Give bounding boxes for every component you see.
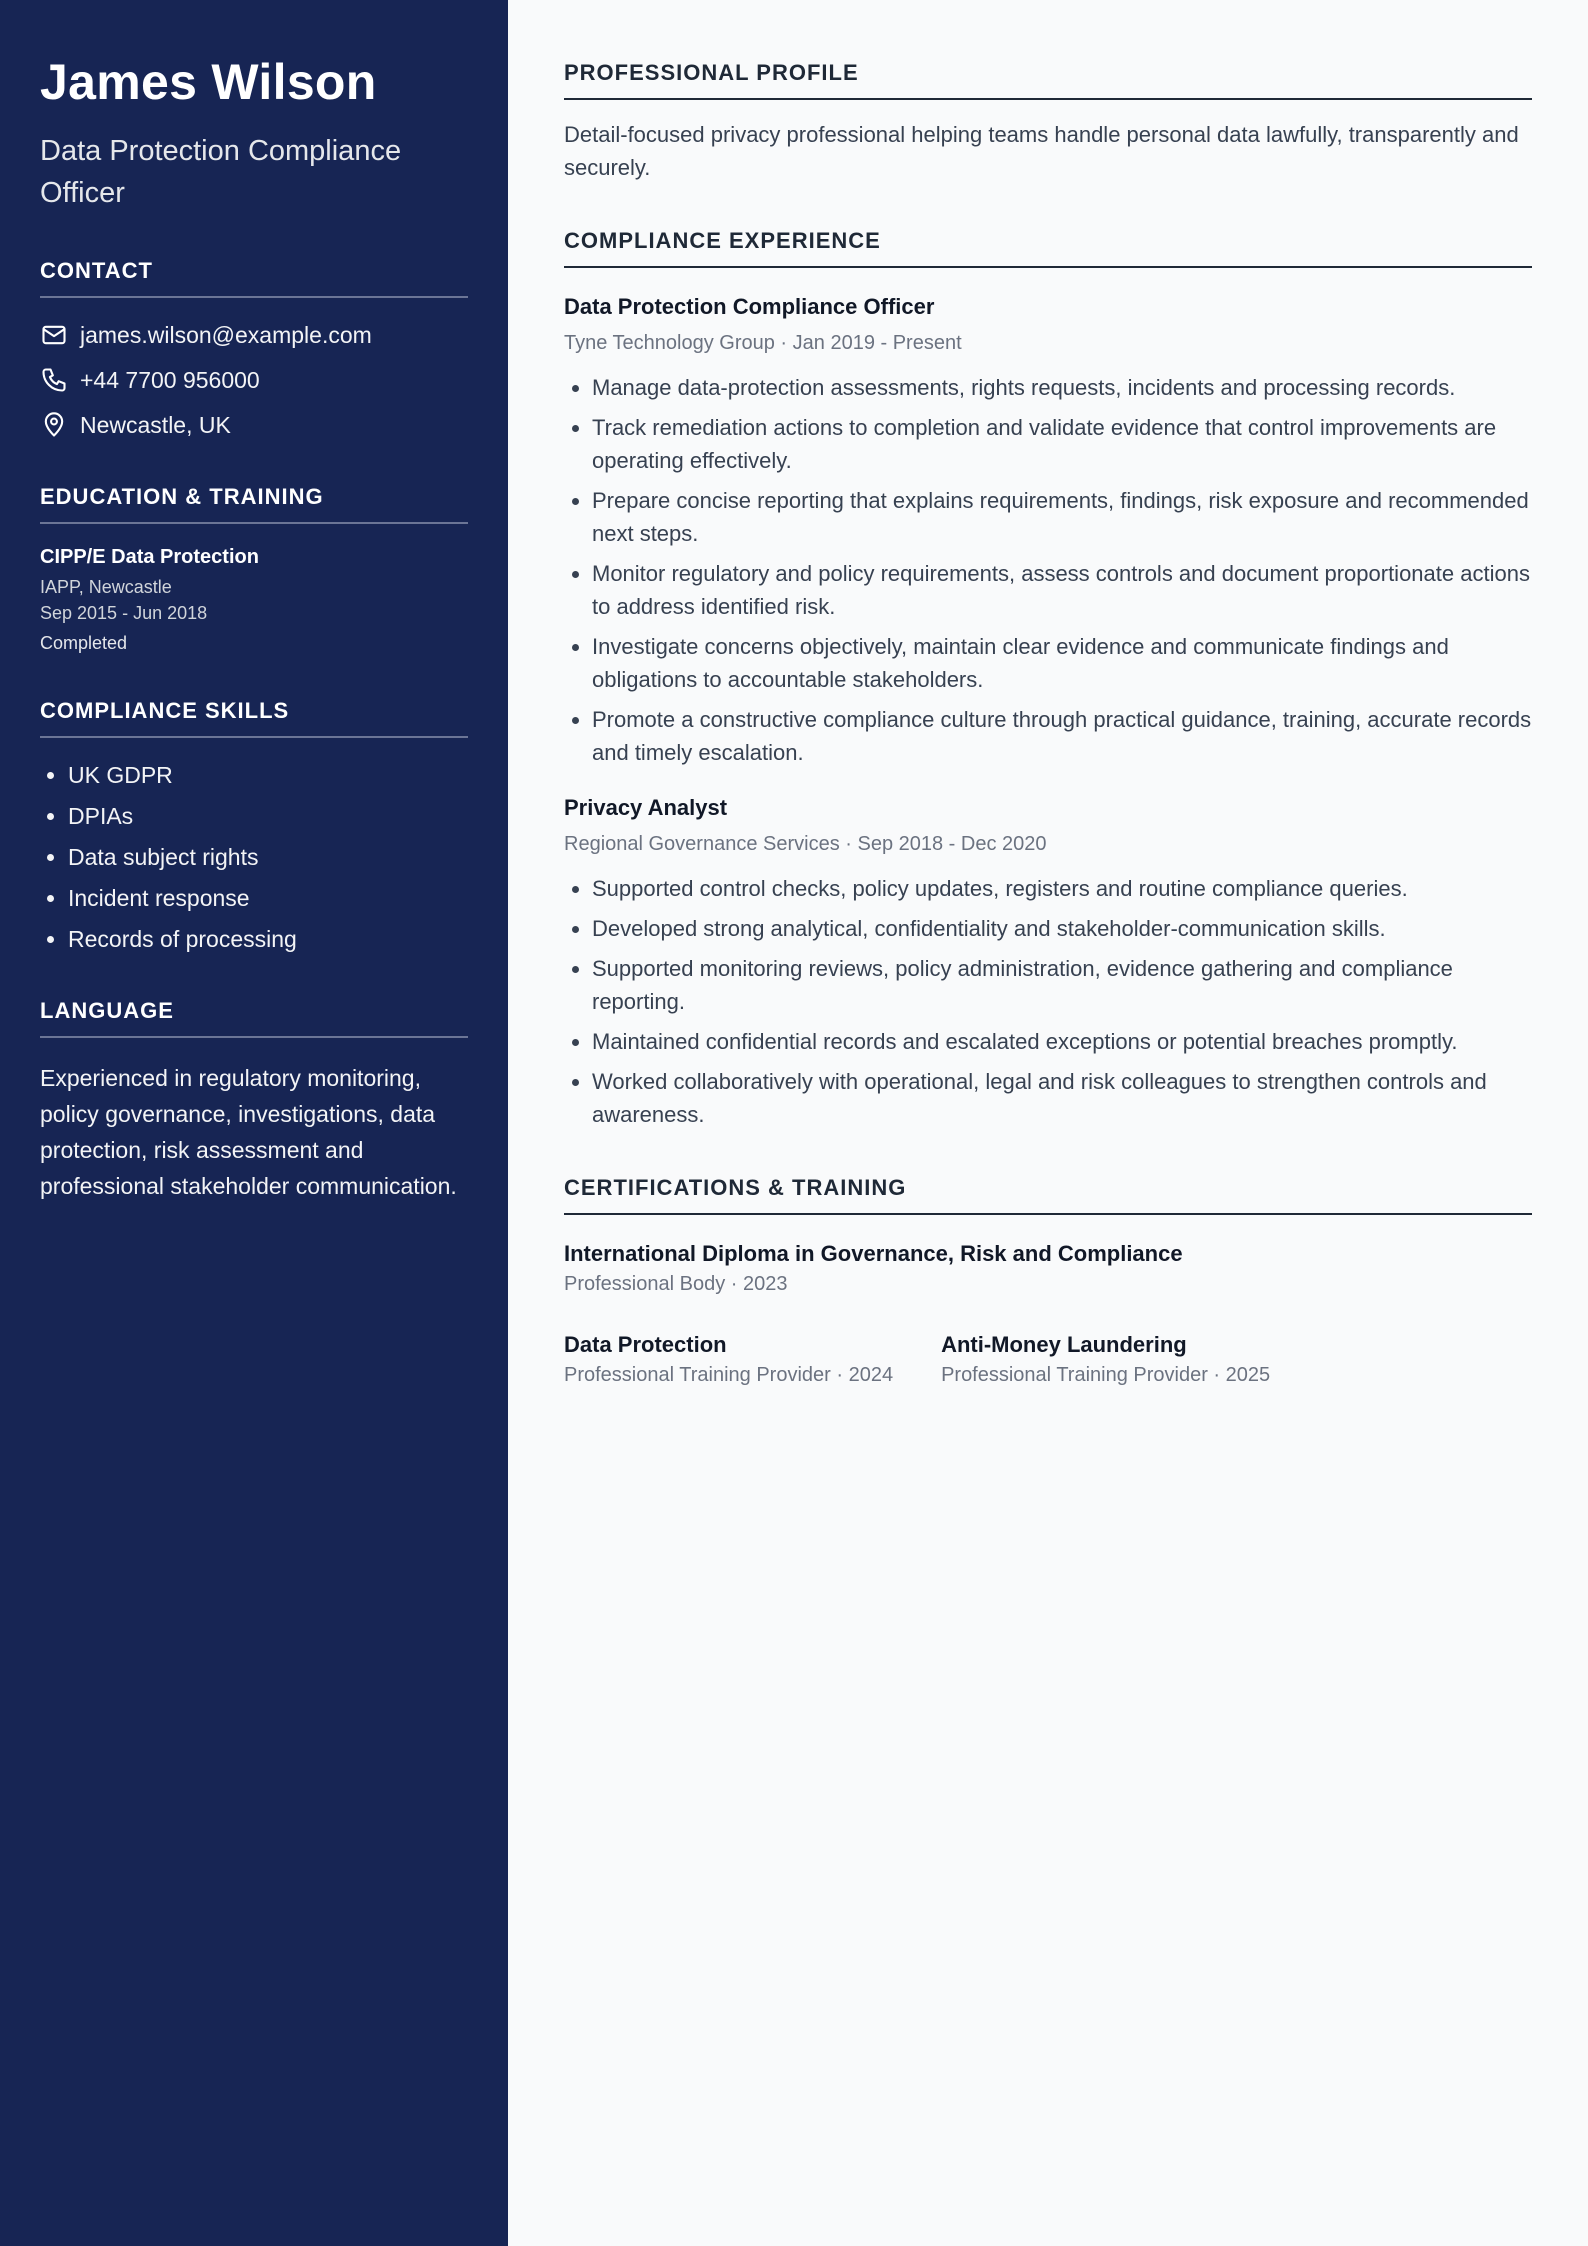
contact-section [40, 258, 468, 440]
experience-section [564, 228, 1532, 1131]
education-heading: EDUCATION & TRAINING [40, 484, 468, 524]
language-heading: LANGUAGE [40, 998, 468, 1038]
education-status: Completed [40, 633, 128, 653]
skill-item: • DPIAs [68, 801, 468, 831]
certifications-section [564, 1175, 1532, 1387]
location-pin-icon [40, 411, 68, 439]
job-bullet: • Investigate concerns objectively, maintain clear evidence and communicate findings and obligations to accountable stakeholders. [592, 630, 1532, 696]
location-text: Newcastle, UK [80, 411, 231, 438]
job-bullet: • Worked collaboratively with operational, legal and risk colleagues to strengthen controls and awareness. [592, 1065, 1532, 1131]
job-bullet: • Promote a constructive compliance culture through practical guidance, training, accurate records and timely escalation. [592, 703, 1532, 769]
certification-item [564, 1241, 1532, 1296]
skills-heading: COMPLIANCE SKILLS [40, 698, 468, 738]
job-title: Privacy Analyst [564, 795, 728, 820]
candidate-role: Data Protection Compliance Officer [40, 135, 402, 209]
contact-heading: CONTACT [40, 258, 468, 298]
certification-item [564, 1332, 893, 1387]
skill-item: • UK GDPR [68, 760, 468, 790]
job-bullet: • Manage data-protection assessments, rights requests, incidents and processing records. [592, 371, 1532, 404]
certification-meta: Professional Training Provider · 2024 [564, 1364, 894, 1386]
skills-list [40, 760, 468, 954]
sidebar [0, 0, 508, 2246]
education-section [40, 484, 468, 654]
profile-section [564, 60, 1532, 184]
skill-item: • Data subject rights [68, 842, 468, 872]
experience-heading: COMPLIANCE EXPERIENCE [564, 228, 1532, 268]
mail-icon [40, 321, 68, 349]
job-title: Data Protection Compliance Officer [564, 294, 935, 319]
job-entry [564, 795, 1532, 1131]
job-meta: Tyne Technology Group · Jan 2019 - Present [564, 332, 962, 354]
candidate-name: James Wilson [40, 54, 377, 110]
job-meta: Regional Governance Services · Sep 2018 - Dec 2020 [564, 833, 1047, 855]
language-section [40, 998, 468, 1204]
certification-row [564, 1332, 1532, 1387]
phone-text: +44 7700 956000 [80, 366, 260, 393]
certification-title: Anti-Money Laundering [941, 1332, 1187, 1357]
contact-phone[interactable] [40, 365, 468, 395]
certification-title: International Diploma in Governance, Risk and Compliance [564, 1241, 1183, 1266]
job-bullet: • Supported control checks, policy updates, registers and routine compliance queries. [592, 872, 1532, 905]
contact-location [40, 410, 468, 440]
contact-list [40, 320, 468, 440]
education-title: CIPP/E Data Protection [40, 546, 259, 568]
job-bullets [564, 872, 1532, 1131]
job-bullet: • Track remediation actions to completion and validate evidence that control improvements are operating effectively. [592, 411, 1532, 477]
profile-text: Detail-focused privacy professional helping teams handle personal data lawfully, transparently and securely. [564, 122, 1519, 180]
certification-meta: Professional Body · 2023 [564, 1273, 788, 1295]
phone-icon [40, 366, 68, 394]
skill-item: • Incident response [68, 883, 468, 913]
profile-heading: PROFESSIONAL PROFILE [564, 60, 1532, 100]
contact-email[interactable] [40, 320, 468, 350]
certification-title: Data Protection [564, 1332, 727, 1357]
education-institution: IAPP, Newcastle [40, 577, 172, 597]
job-bullet: • Monitor regulatory and policy requirements, assess controls and document proportionate actions to address identified risk. [592, 557, 1532, 623]
job-bullet: • Supported monitoring reviews, policy administration, evidence gathering and compliance reporting. [592, 952, 1532, 1018]
education-dates: Sep 2015 - Jun 2018 [40, 603, 208, 623]
job-bullet: • Prepare concise reporting that explains requirements, findings, risk exposure and recommended next steps. [592, 484, 1532, 550]
language-text: Experienced in regulatory monitoring, policy governance, investigations, data protection, risk assessment and professional stakeholder communication. [40, 1065, 457, 1199]
job-bullets [564, 371, 1532, 769]
email-text: james.wilson@example.com [80, 321, 372, 348]
job-entry [564, 294, 1532, 769]
job-bullet: • Developed strong analytical, confidentiality and stakeholder-communication skills. [592, 912, 1532, 945]
job-bullet: • Maintained confidential records and escalated exceptions or potential breaches promptly. [592, 1025, 1532, 1058]
main-content [564, 0, 1532, 1387]
certifications-heading: CERTIFICATIONS & TRAINING [564, 1175, 1532, 1215]
skill-item: • Records of processing [68, 924, 468, 954]
skills-section [40, 698, 468, 954]
certification-meta: Professional Training Provider · 2025 [941, 1364, 1271, 1386]
certification-item [941, 1332, 1270, 1387]
